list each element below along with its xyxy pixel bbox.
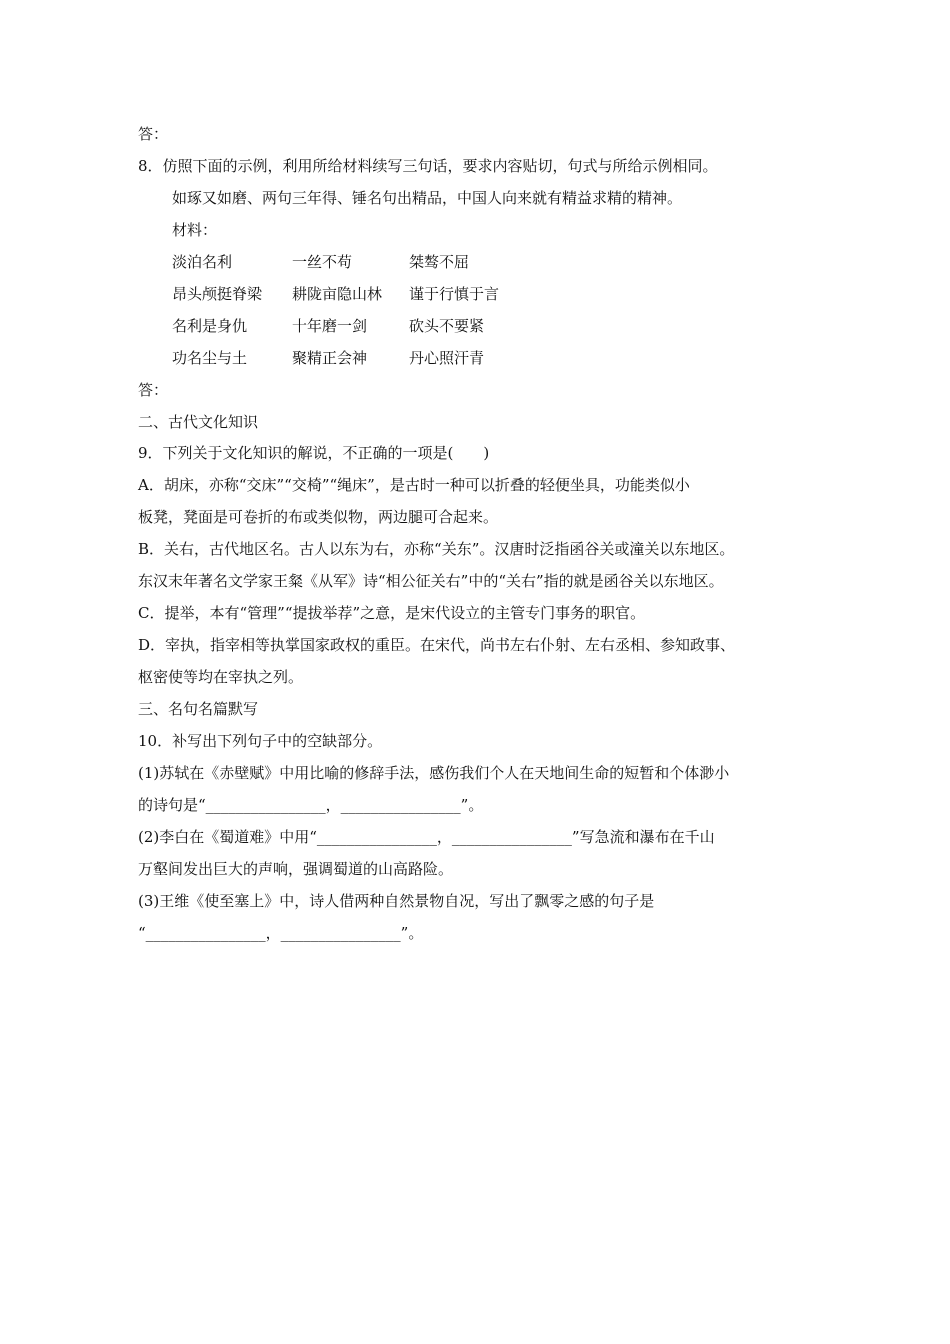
section-title: 三、名句名篇默写 <box>138 700 259 718</box>
question-9-prompt: 9．下列关于文化知识的解说，不正确的一项是( ) <box>138 444 490 462</box>
question-8-example: 如琢又如磨、两句三年得、锤名句出精品，中国人向来就有精益求精的精神。 <box>172 189 683 207</box>
question-8-prompt: 8．仿照下面的示例，利用所给材料续写三句话，要求内容贴切，句式与所给示例相同。 <box>138 157 718 175</box>
question-9-option-text: C．提举，本有“管理”“提拔举荐”之意，是宋代设立的主管专门事务的职官。 <box>138 604 646 622</box>
material-item: 砍头不要紧 <box>409 317 485 335</box>
question-9-option-text: 板凳，凳面是可卷折的布或类似物，两边腿可合起来。 <box>138 508 499 526</box>
section-title: 二、古代文化知识 <box>138 413 259 431</box>
material-item: 桀骜不屈 <box>409 253 470 271</box>
question-10-item-text: (3)王维《使至塞上》中，诗人借两种自然景物自况，写出了飘零之感的句子是 <box>138 892 655 910</box>
question-10-item-text: “________________，________________”。 <box>138 924 424 942</box>
material-item: 昂头颅挺脊梁 <box>172 285 263 303</box>
material-item: 丹心照汗青 <box>409 349 485 367</box>
question-10-prompt: 10．补写出下列句子中的空缺部分。 <box>138 732 383 750</box>
question-9-option-text: 枢密使等均在宰执之列。 <box>138 668 304 686</box>
material-item: 功名尘与土 <box>172 349 248 367</box>
question-10-item-text: 的诗句是“________________，________________”。 <box>138 796 484 814</box>
material-item: 名利是身仇 <box>172 317 248 335</box>
material-item: 一丝不苟 <box>292 253 353 271</box>
question-10-item-text: (2)李白在《蜀道难》中用“________________，________________”写急流和瀑布在千山 <box>138 828 715 846</box>
material-item: 耕陇亩隐山林 <box>292 285 383 303</box>
question-10-item-text: (1)苏轼在《赤壁赋》中用比喻的修辞手法，感伤我们个人在天地间生命的短暂和个体渺小 <box>138 764 730 782</box>
material-item: 十年磨一剑 <box>292 317 368 335</box>
answer-label: 答： <box>138 125 169 143</box>
answer-label: 答： <box>138 381 169 399</box>
question-9-option-text: B．关右，古代地区名。古人以东为右，亦称“关东”。汉唐时泛指函谷关或潼关以东地区。 <box>138 540 735 558</box>
materials-label: 材料： <box>172 221 218 239</box>
material-item: 聚精正会神 <box>292 349 368 367</box>
question-9-option-text: A．胡床，亦称“交床”“交椅”“绳床”，是古时一种可以折叠的轻便坐具，功能类似小 <box>138 476 690 494</box>
material-item: 谨于行慎于言 <box>409 285 500 303</box>
question-10-item-text: 万壑间发出巨大的声响，强调蜀道的山高路险。 <box>138 860 454 878</box>
question-9-option-text: D．宰执，指宰相等执掌国家政权的重臣。在宋代，尚书左右仆射、左右丞相、参知政事、 <box>138 636 736 654</box>
material-item: 淡泊名利 <box>172 253 233 271</box>
question-9-option-text: 东汉末年著名文学家王粲《从军》诗“相公征关右”中的“关右”指的就是函谷关以东地区。 <box>138 572 724 590</box>
